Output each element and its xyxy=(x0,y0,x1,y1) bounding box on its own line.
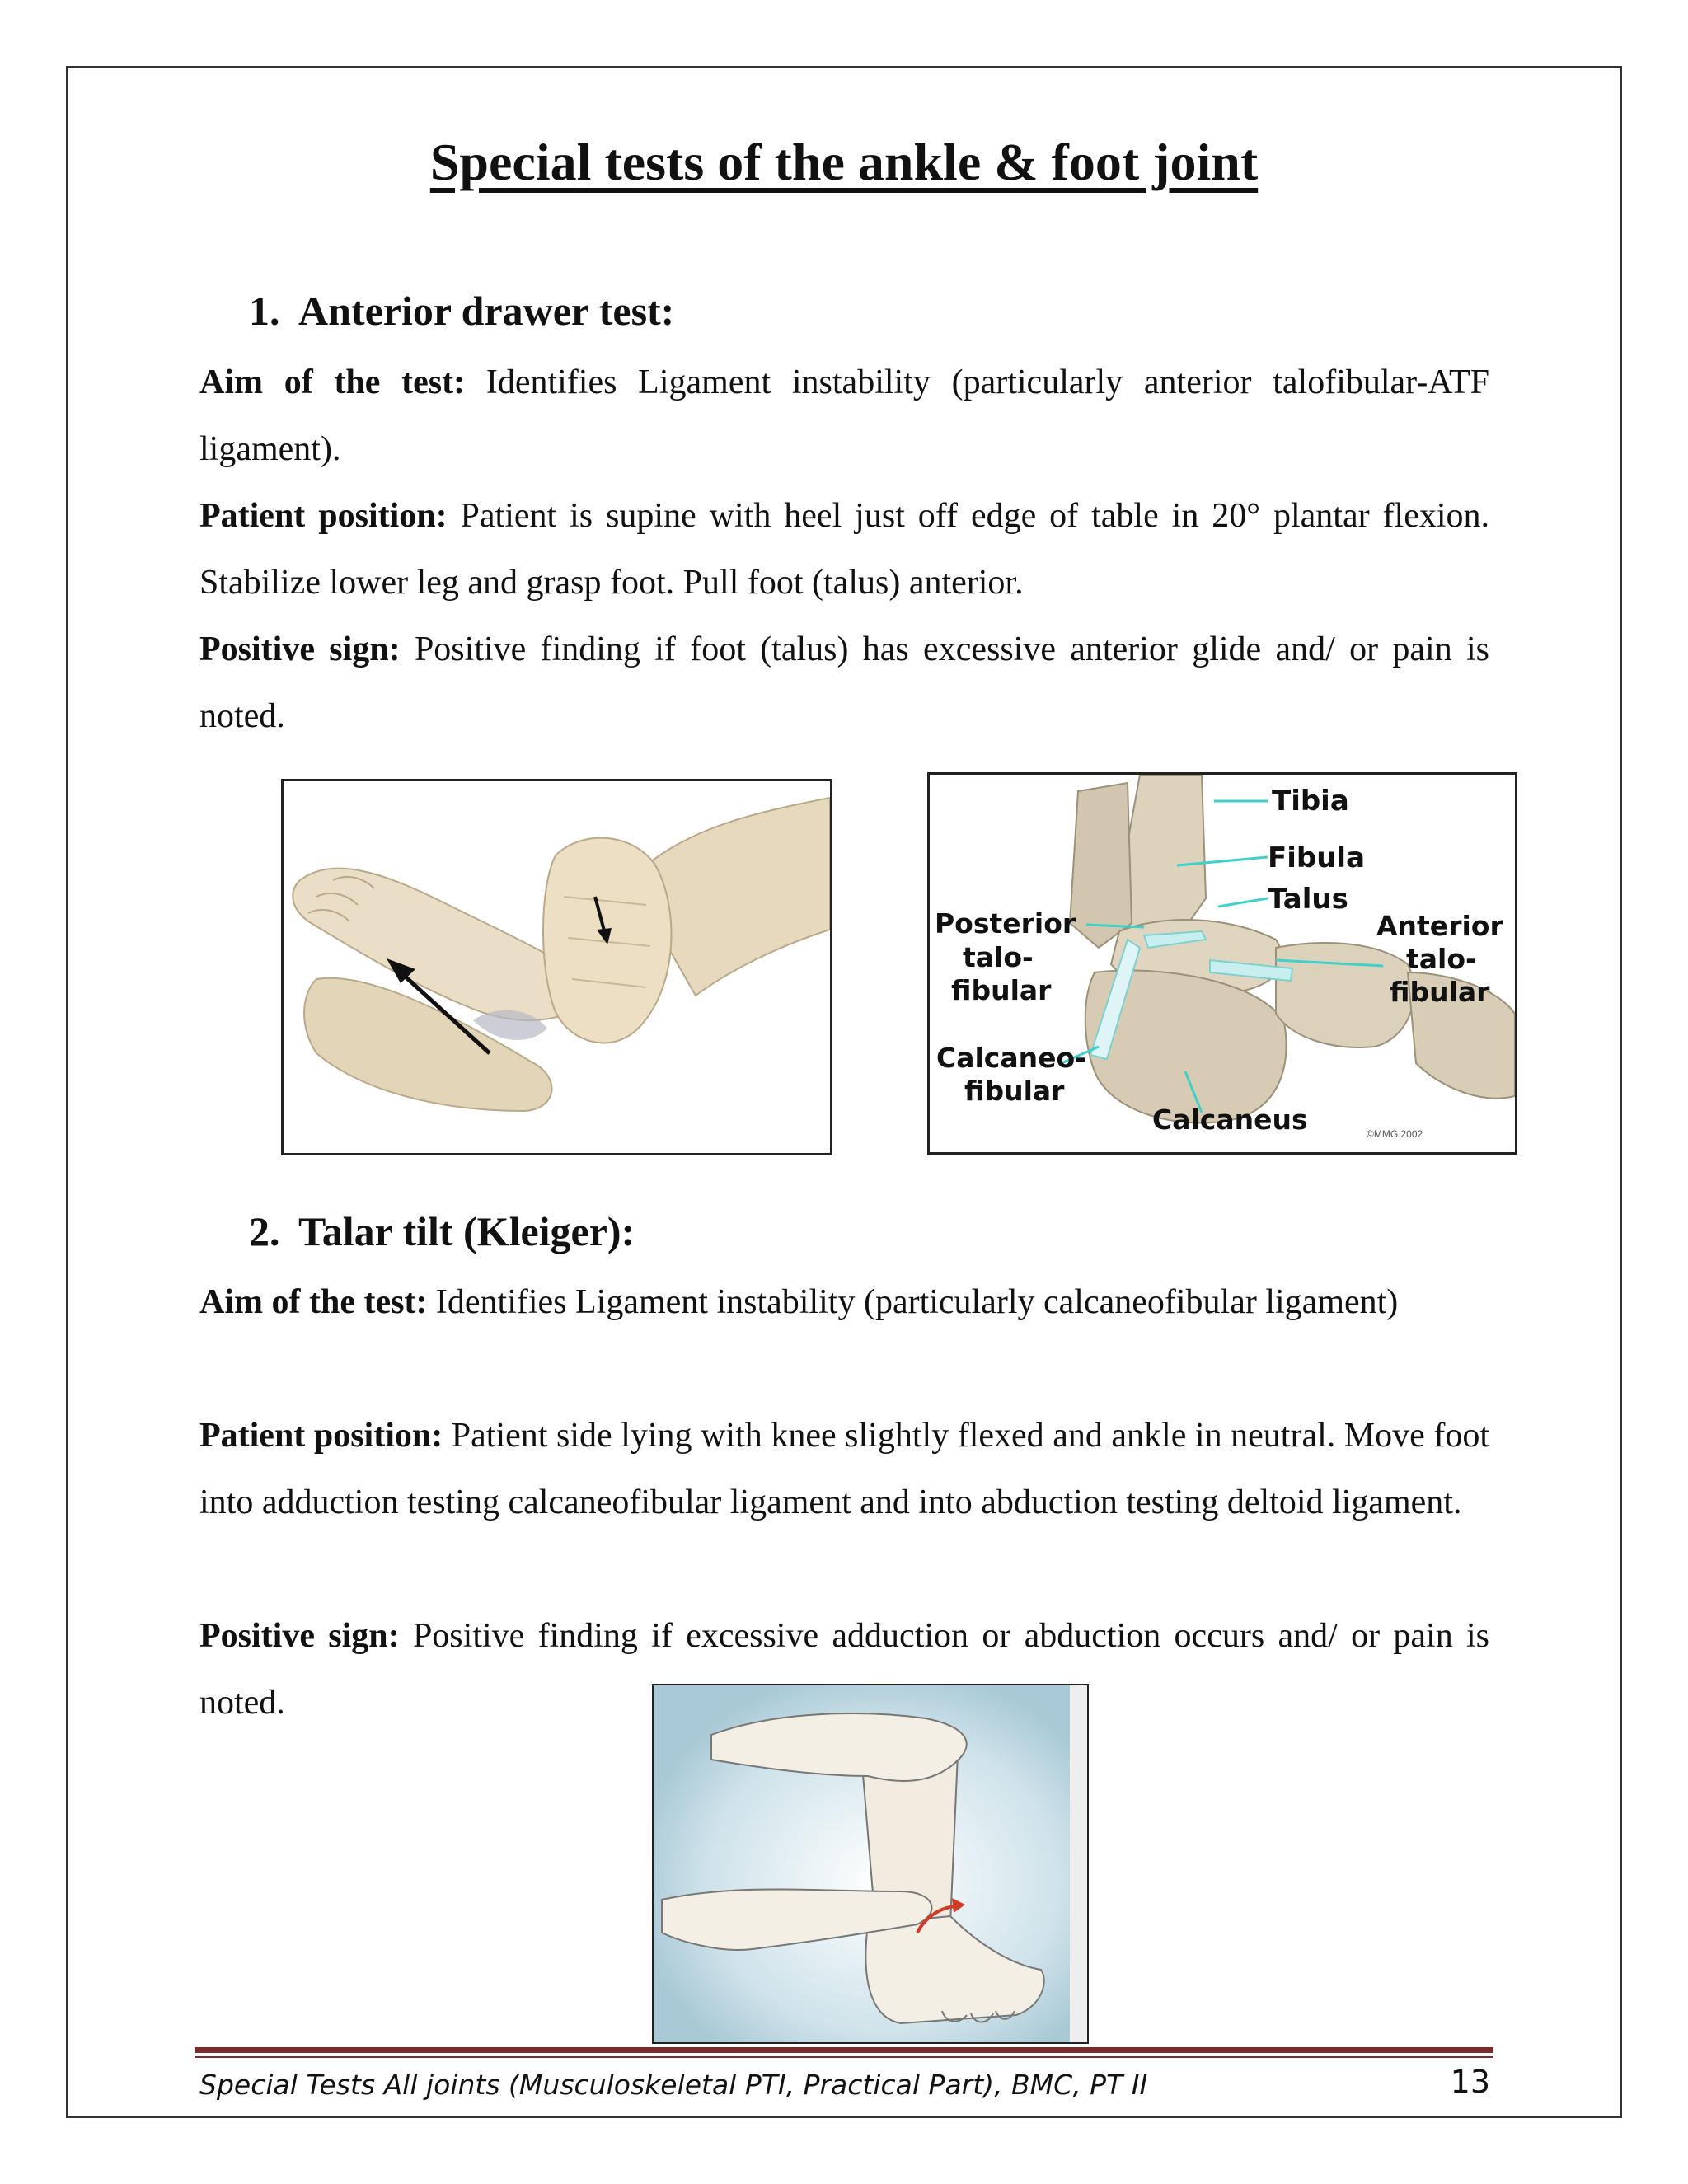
label-fibula: Fibula xyxy=(1268,841,1366,874)
anterior-drawer-drawing xyxy=(284,781,830,1153)
section-1-sign xyxy=(199,616,1489,750)
section-2-heading xyxy=(249,1207,635,1255)
sign-text: Positive finding if foot (talus) has excessive anterior glide and/ or pain is noted. xyxy=(199,630,1490,735)
aim-label: Aim of the test: xyxy=(199,363,466,401)
label-anterior-1: Anterior xyxy=(1376,910,1503,942)
sign-text: Positive finding if excessive adduction or abduction occurs and/ or pain is noted. xyxy=(199,1617,1490,1722)
label-posterior-2: talo- xyxy=(963,941,1034,973)
label-calcaneus: Calcaneus xyxy=(1152,1104,1308,1136)
page-title: Special tests of the ankle & foot joint xyxy=(429,133,1259,191)
ankle-anatomy-drawing xyxy=(930,775,1515,1152)
label-anterior-3: fibular xyxy=(1390,976,1490,1008)
label-tibia: Tibia xyxy=(1272,785,1349,818)
label-calcaneo-1: Calcaneo- xyxy=(936,1042,1086,1074)
sign-label: Positive sign: xyxy=(199,1617,400,1655)
section-1-number: 1. xyxy=(249,288,280,334)
footer-rule-thin xyxy=(195,2056,1493,2058)
label-anterior-2: talo- xyxy=(1406,943,1477,975)
position-label: Patient position: xyxy=(199,1417,443,1455)
label-talus: Talus xyxy=(1268,883,1348,916)
section-1-aim xyxy=(199,349,1489,483)
section-2-aim xyxy=(199,1269,1528,1336)
ankle-anatomy-diagram xyxy=(927,772,1517,1155)
position-text: Patient side lying with knee slightly flexed and ankle in neutral. Move foot into adduction testing calcaneofibular ligament and into abduction testing deltoid ligament. xyxy=(199,1417,1490,1521)
section-1-title: Anterior drawer test: xyxy=(298,288,675,334)
section-1-position xyxy=(199,483,1489,616)
section-2-number: 2. xyxy=(249,1208,280,1254)
sign-label: Positive sign: xyxy=(199,630,401,668)
talar-tilt-drawing xyxy=(654,1685,1087,2042)
section-2-title: Talar tilt (Kleiger): xyxy=(298,1208,635,1254)
page-number: 13 xyxy=(1450,2064,1490,2100)
position-text: Patient is supine with heel just off edge of table in 20° plantar flexion. Stabilize lower leg and grasp foot. Pull foot (talus) anterior. xyxy=(199,497,1489,602)
talar-tilt-illustration xyxy=(652,1684,1089,2044)
footer-rule xyxy=(195,2047,1493,2053)
label-posterior-1: Posterior xyxy=(935,907,1076,940)
section-2-position xyxy=(199,1403,1489,1536)
aim-text: Identifies Ligament instability (particularly calcaneofibular ligament) xyxy=(435,1283,1399,1321)
section-1-heading xyxy=(249,287,674,335)
aim-text: Identifies Ligament instability (particularly anterior talofibular-ATF ligament). xyxy=(199,363,1489,468)
label-calcaneo-2: fibular xyxy=(964,1075,1065,1107)
copyright-mark: ©MMG 2002 xyxy=(1367,1128,1423,1140)
footer-text: Special Tests All joints (Musculoskeletal PTI, Practical Part), BMC, PT II xyxy=(199,2069,1148,2101)
aim-label: Aim of the test: xyxy=(199,1283,428,1321)
anterior-drawer-illustration xyxy=(281,779,832,1155)
position-label: Patient position: xyxy=(199,497,448,535)
label-posterior-3: fibular xyxy=(951,974,1052,1006)
